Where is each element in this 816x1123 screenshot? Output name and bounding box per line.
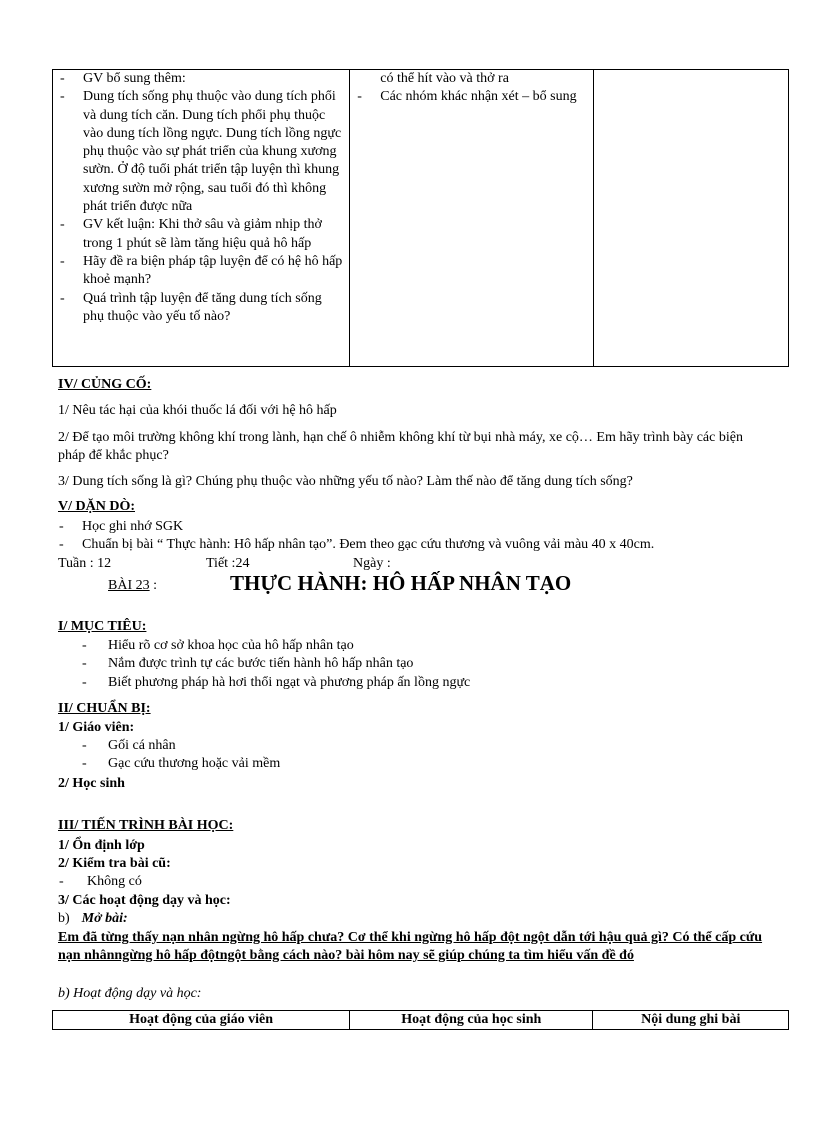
homework-item: - Học ghi nhớ SGK xyxy=(52,518,654,536)
notes-cell xyxy=(593,70,788,367)
student-heading: 2/ Học sinh xyxy=(58,776,125,791)
activity-table-continued xyxy=(52,69,789,367)
objective-item: - Hiểu rõ cơ sở khoa học của hô hấp nhân tạo xyxy=(52,637,470,655)
review-item: - Không có xyxy=(52,873,142,891)
teacher-item: - Dung tích sống phụ thuộc vào dung tích phổi và dung tích căn. Dung tích phổi phụ thuộc vào dung tích lồng ngực. Dung tích lồng ngực phụ thuộc vào sự phát triển của khung xương sườn. Ở độ tuổi phát triển tập luyện thì khung xương sườn mở rộng, sau tuổi đó thì không phát triển được nữa xyxy=(53,88,343,216)
step-heading: 2/ Kiểm tra bài cũ: xyxy=(58,856,171,871)
week-label: Tuần : 12 xyxy=(58,556,112,571)
section-heading: III/ TIẾN TRÌNH BÀI HỌC: xyxy=(58,818,234,833)
intro-paragraph: Em đã từng thấy nạn nhân ngừng hô hấp chưa? Cơ thể khi ngừng hô hấp đột ngột dẫn tới hậu quả gì? Có thể cấp cứu nạn nhânngừng hô hấp độtngột bằng cách nào? bài hôm nay sẽ giúp chúng ta tìm hiểu vấn đề đó xyxy=(58,930,763,963)
activities-heading: b) Hoạt động dạy và học: xyxy=(58,986,202,1001)
review-question: 3/ Dung tích sống là gì? Chúng phụ thuộc vào những yếu tố nào? Làm thế nào để tăng dung tích sống? xyxy=(58,474,633,489)
teacher-heading: 1/ Giáo viên: xyxy=(58,720,135,735)
header-teacher: Hoạt động của giáo viên xyxy=(53,1011,350,1030)
objectives-list xyxy=(52,637,470,692)
period-label: Tiết :24 xyxy=(206,556,250,571)
teacher-item: - Hãy đề ra biện pháp tập luyện để có hệ hô hấp khoẻ mạnh? xyxy=(53,253,343,290)
review-question: 1/ Nêu tác hại của khói thuốc lá đối với hệ hô hấp xyxy=(58,403,337,418)
section-heading: I/ MỤC TIÊU: xyxy=(58,619,147,634)
teacher-item: - GV kết luận: Khi thở sâu và giảm nhịp thở trong 1 phút sẽ làm tăng hiệu quả hô hấp xyxy=(53,216,343,253)
header-student: Hoạt động của học sinh xyxy=(350,1011,593,1030)
activity-table-header xyxy=(52,1010,789,1030)
step-heading: 3/ Các hoạt động dạy và học: xyxy=(58,893,231,908)
intro-heading: b) Mở bài: xyxy=(58,911,128,926)
section-heading: II/ CHUẨN BỊ: xyxy=(58,701,151,716)
teacher-materials xyxy=(52,737,280,774)
section-heading: V/ DẶN DÒ: xyxy=(58,499,135,514)
material-item: - Gối cá nhân xyxy=(52,737,280,755)
step-heading: 1/ Ổn định lớp xyxy=(58,838,145,853)
objective-item: - Biết phương pháp hà hơi thổi ngạt và phương pháp ấn lồng ngực xyxy=(52,674,470,692)
lesson-label: BÀI 23 : xyxy=(108,578,158,593)
objective-item: - Nắm được trình tự các bước tiến hành hô hấp nhân tạo xyxy=(52,655,470,673)
homework-item: - Chuẩn bị bài “ Thực hành: Hô hấp nhân tạo”. Đem theo gạc cứu thương và vuông vải màu 40 x 40cm. xyxy=(52,536,654,554)
student-item: - Các nhóm khác nhận xét – bổ sung xyxy=(350,88,586,106)
header-notes: Nội dung ghi bài xyxy=(593,1011,789,1030)
teacher-item: - Quá trình tập luyện để tăng dung tích sống phụ thuộc vào yếu tố nào? xyxy=(53,290,343,327)
review-list xyxy=(52,873,142,891)
teacher-activity-cell xyxy=(53,70,350,367)
lesson-title: THỰC HÀNH: HÔ HẤP NHÂN TẠO xyxy=(230,571,572,595)
teacher-item: - GV bổ sung thêm: xyxy=(53,70,343,88)
review-question: 2/ Để tạo môi trường không khí trong lành, hạn chế ô nhiễm không khí từ bụi nhà máy, xe cộ… Em hãy trình bày các biện pháp để khắc phục? xyxy=(58,430,743,463)
section-heading: IV/ CỦNG CỐ: xyxy=(58,377,152,392)
date-label: Ngày : xyxy=(353,556,391,571)
homework-list xyxy=(52,518,654,555)
student-text: có thể hít vào và thở ra xyxy=(380,71,509,86)
material-item: - Gạc cứu thương hoặc vải mềm xyxy=(52,755,280,773)
student-activity-cell xyxy=(350,70,593,367)
